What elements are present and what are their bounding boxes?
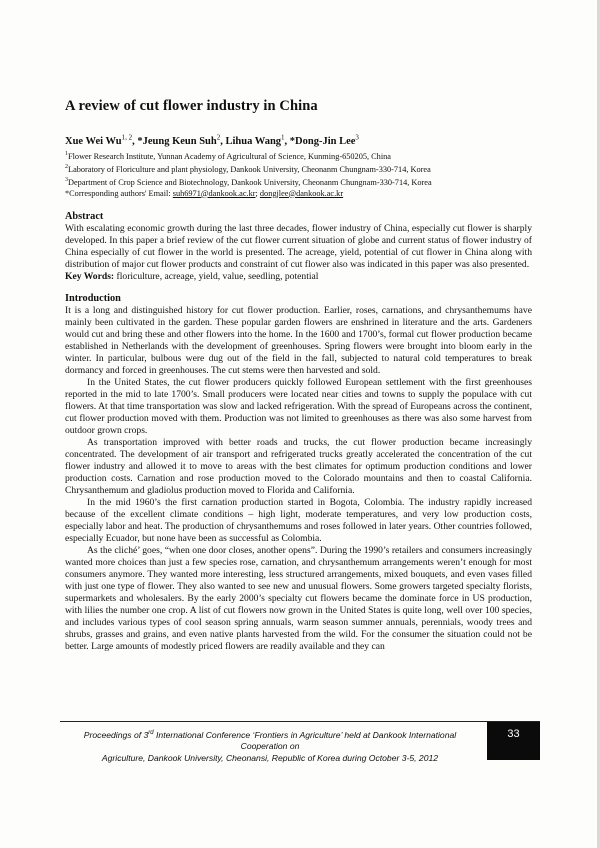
footer-rule xyxy=(60,721,540,722)
intro-paragraph: In the United States, the cut flower producers quickly followed European settlement with the first greenhouses reported in the mid to late 1700’s. Small producers were located near cities and towns to supply the populace with cut flowers. At that time transportation was slow and lacked refrigeration. With the spread of Europeans across the continent, cut flower production moved with them. Production was not limited to greenhouses as there was also some harvest from outdoor grown crops. xyxy=(65,377,532,437)
article-body xyxy=(65,98,532,653)
affiliation-line: $^2$Laboratory of Floriculture and plant physiology, Dankook University, Cheonanm Chungnam-330-714, Korea xyxy=(65,163,431,174)
intro-paragraph: As the cliché’ goes, “when one door closes, another opens”. During the 1990’s retailers and consumers increasingly wanted more choices than just a few species rose, carnation, and chrysanthemum arrangements weren’t enough for most consumers anymore. They wanted more interesting, less structured arrangements, mixed bouquets, and even vases filled with just one type of flower. They also wanted to see new and unusual flowers. Some growers targeted specialty florists, supermarkets and wholesalers. By the early 2000’s specialty cut flowers became the dominate force in US production, with lilies the number one crop. A list of cut flowers now grown in the United States is quite long, well over 100 species, and includes various types of cool season spring annuals, warm season summer annuals, perennials, woody trees and shrubs, grasses and grains, and even native plants harvested from the wild. For the consumer the situation could not be better. Large amounts of modestly priced flowers are readily available and they can xyxy=(65,545,532,653)
intro-paragraph: It is a long and distinguished history for cut flower production. Earlier, roses, carnations, and chrysanthemums have mainly been cultivated in the garden. These popular garden flowers are enshrined in literature and the arts. Gardeners would cut and bring these and other flowers into the home. In the 1600 and 1700’s, formal cut flower production became established in Netherlands with the development of greenhouses. Spring flowers were brought into bloom early in the winter. In particular, bulbous were dug out of the field in the fall, subjected to natural cold temperatures to break dormancy and forced in greenhouses. The cut stems were then harvested and sold. xyxy=(65,305,532,377)
article-title: A review of cut flower industry in China xyxy=(65,98,318,114)
affiliation-line: $^3$Department of Crop Science and Biotechnology, Dankook University, Cheonanm Chungnam-330-714, Korea xyxy=(65,177,432,187)
abstract-text: With escalating economic growth during the last three decades, flower industry of China, especially cut flower is sharply developed. In this paper a brief review of the cut flower current situation of globe and current status of flower industry of China especially of cut flower in the world is presented. The acreage, yield, potential of cut flower in China along with distribution of major cut flower products and constraint of cut flower also was indicated in this paper was also presented. xyxy=(65,223,532,271)
intro-paragraph: As transportation improved with better roads and trucks, the cut flower production became increasingly concentrated. The development of air transport and refrigerated trucks greatly accelerated the concentration of the cut flower industry and allowed it to move to areas with the best climates for optimum production conditions and lower production costs. Carnation and rose production moved to the Colorado mountains and then to coastal California. Chrysanthemum and gladiolus production moved to Florida and California. xyxy=(65,437,532,497)
abstract-heading: Abstract xyxy=(65,211,104,223)
keywords-label: Key Words: xyxy=(65,271,115,283)
keywords-line xyxy=(65,271,532,283)
corresponding-line: *Corresponding authors' Email: suh6971@dankook.ac.kr; dongjlee@dankook.ac.kr xyxy=(65,188,344,198)
author-list xyxy=(65,133,532,147)
email-link-2[interactable]: dongjlee@dankook.ac.kr xyxy=(259,188,344,198)
page-number: 33 xyxy=(507,728,520,740)
email-link-1[interactable]: suh6971@dankook.ac.kr xyxy=(172,188,256,198)
affiliation-line: $^1$Flower Research Institute, Yunnan Academy of Agricultural of Science, Kunming-650205, China xyxy=(65,150,391,161)
author: *Jeung Keun Suh$^2$, xyxy=(137,133,226,147)
footer-line-2: Agriculture, Dankook University, Cheonansi, Republic of Korea during October 3-5, 2012 xyxy=(101,752,439,763)
intro-paragraph: In the mid 1960’s the first carnation production started in Bogota, Colombia. The industry rapidly increased because of the excellent climate conditions – high light, moderate temperatures, and very low production costs, especially labor and heat. The production of chrysanthemums and roses followed in later years. Other countries followed, especially Ecuador, but none have been as successful as Colombia. xyxy=(65,497,532,545)
proceedings-footer xyxy=(60,728,480,764)
author: Xue Wei Wu$^{1, 2}$, xyxy=(65,133,138,147)
introduction-heading: Introduction xyxy=(65,293,121,305)
keywords-text: floriculture, acreage, yield, value, seedling, potential xyxy=(114,271,319,283)
footer-line-1: Proceedings of 3rd International Conference ‘Frontiers in Agriculture’ held at Dankook International Cooperation on xyxy=(83,729,457,752)
author: *Dong-Jin Lee$^3$ xyxy=(289,133,359,147)
affiliations xyxy=(65,149,532,200)
page-number-box xyxy=(487,722,540,760)
author: Lihua Wang$^1$, xyxy=(225,133,290,147)
